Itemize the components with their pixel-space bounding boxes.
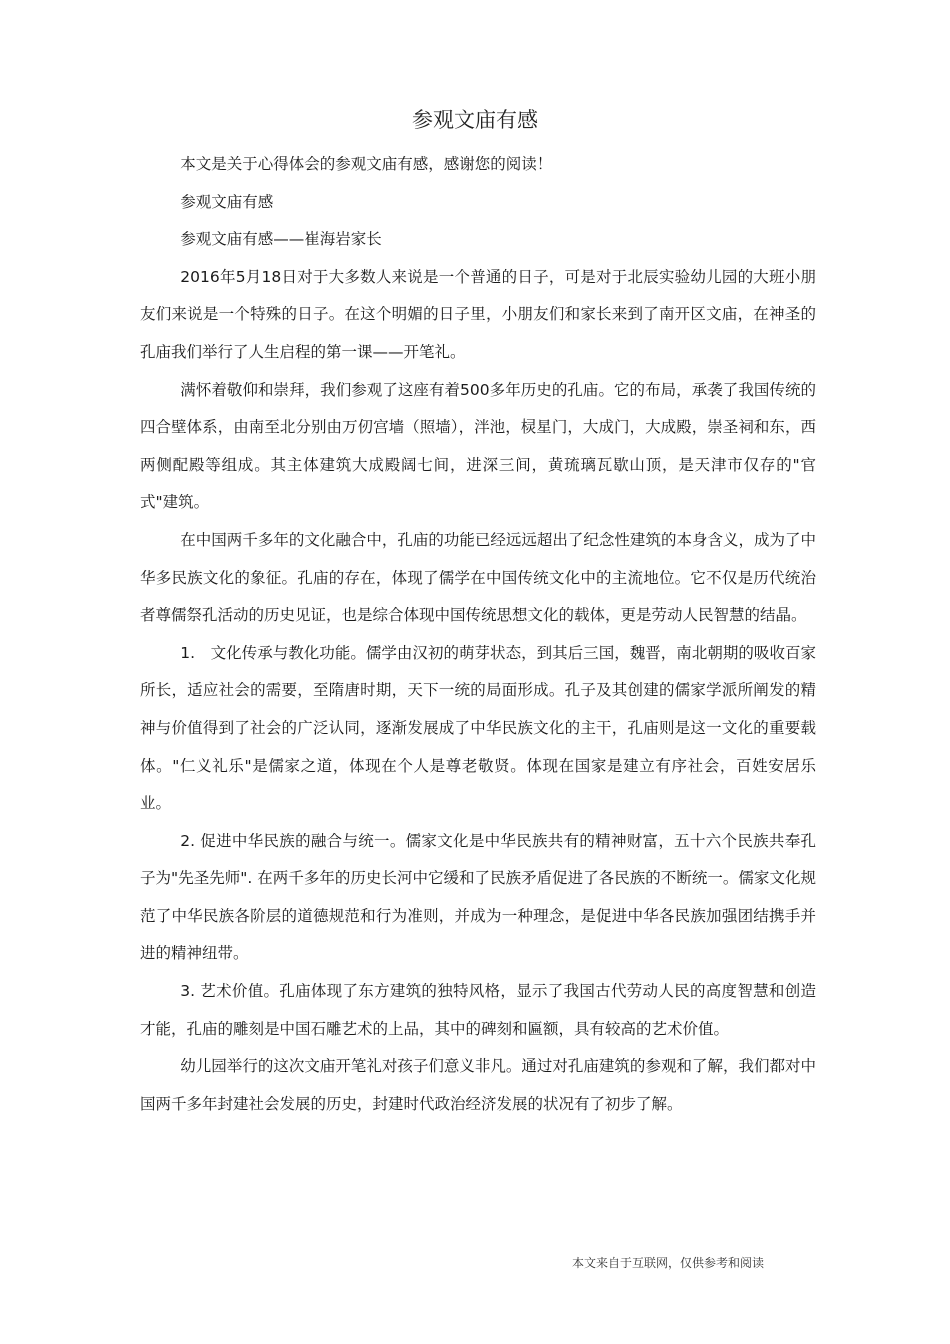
body-paragraph: 2016年5月18日对于大多数人来说是一个普通的日子，可是对于北辰实验幼儿园的大班小朋友们来说是一个特殊的日子。在这个明媚的日子里，小朋友们和家长来到了南开区文庙，在神圣的孔庙我们举行了人生启程的第一课——开笔礼。 — [140, 267, 816, 361]
author-paragraph: 参观文庙有感——崔海岩家长 — [180, 230, 382, 249]
body-paragraph: 幼儿园举行的这次文庙开笔礼对孩子们意义非凡。通过对孔庙建筑的参观和了解，我们都对中国两千多年封建社会发展的历史，封建时代政治经济发展的状况有了初步了解。 — [140, 1057, 816, 1113]
body-paragraph: 满怀着敬仰和崇拜，我们参观了这座有着500多年历史的孔庙。它的布局，承袭了我国传统的四合壁体系，由南至北分别由万仞宫墙（照墙），泮池，棂星门，大成门，大成殿，崇圣祠和东，西两侧配殿等组成。其主体建筑大成殿阔七间，进深三间，黄琉璃瓦歇山顶，是天津市仅存的"官式"建筑。 — [140, 380, 816, 512]
list-item-paragraph: 2. 促进中华民族的融合与统一。儒家文化是中华民族共有的精神财富，五十六个民族共奉孔子为"先圣先师". 在两千多年的历史长河中它缓和了民族矛盾促进了各民族的不断统一。儒家文化规范了中华民族各阶层的道德规范和行为准则，并成为一种理念，是促进中华各民族加强团结携手并进的精神纽带。 — [140, 831, 816, 963]
list-item-paragraph: 3. 艺术价值。孔庙体现了东方建筑的独特风格，显示了我国古代劳动人民的高度智慧和创造才能，孔庙的雕刻是中国石雕艺术的上品，其中的碑刻和匾额，具有较高的艺术价值。 — [140, 982, 816, 1038]
subtitle-paragraph: 参观文庙有感 — [180, 192, 274, 211]
intro-paragraph: 本文是关于心得体会的参观文庙有感，感谢您的阅读！ — [180, 155, 553, 173]
list-item-paragraph: 1. 文化传承与教化功能。儒学由汉初的萌芽状态，到其后三国，魏晋，南北朝期的吸收百家所长，适应社会的需要，至隋唐时期，天下一统的局面形成。孔子及其创建的儒家学派所阐发的精神与价值得到了社会的广泛认同，逐渐发展成了中华民族文化的主干，孔庙则是这一文化的重要载体。"仁义礼乐"是儒家之道，体现在个人是尊老敬贤。体现在国家是建立有序社会，百姓安居乐业。 — [140, 643, 816, 813]
document-title: 参观文庙有感 — [412, 108, 538, 132]
footer-note: 本文来自于互联网，仅供参考和阅读 — [572, 1256, 765, 1270]
document-body — [140, 146, 816, 1123]
body-paragraph: 在中国两千多年的文化融合中，孔庙的功能已经远远超出了纪念性建筑的本身含义，成为了中华多民族文化的象征。孔庙的存在，体现了儒学在中国传统文化中的主流地位。它不仅是历代统治者尊儒祭孔活动的历史见证，也是综合体现中国传统思想文化的载体，更是劳动人民智慧的结晶。 — [140, 530, 816, 625]
